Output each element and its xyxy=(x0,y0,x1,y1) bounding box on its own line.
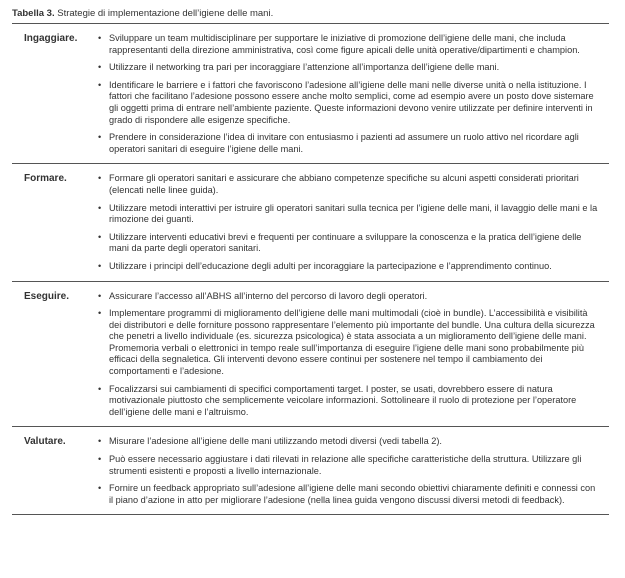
table-caption xyxy=(12,8,273,19)
list-item: • Formare gli operatori sanitari e assicurare che abbiano competenze specifiche su alcuni aspetti considerati prioritari (elencati nelle linee guida). xyxy=(98,173,601,196)
section-label: Eseguire. xyxy=(24,290,70,302)
list-item: • Misurare l’adesione all’igiene delle mani utilizzando metodi diversi (vedi tabella 2). xyxy=(98,436,601,448)
caption-label: Tabella 3. xyxy=(12,8,55,19)
list-item: • Utilizzare interventi educativi brevi e frequenti per continuare a sviluppare la conoscenza e la pratica dell’igiene delle mani da parte degli operatori sanitari. xyxy=(98,232,601,255)
section-ingaggiare xyxy=(12,24,609,163)
list-item: • Utilizzare metodi interattivi per istruire gli operatori sanitari sulla tecnica per l’igiene delle mani, il lavaggio delle mani e la rimozione dei guanti. xyxy=(98,203,601,226)
section-items xyxy=(98,291,609,421)
section-items xyxy=(98,173,609,274)
list-item: • Fornire un feedback appropriato sull’adesione all’igiene delle mani secondo obiettivi chiaramente definiti e connessi con il piano d’azione in atto per migliorare l’adesione (nella linea guida vengono discussi diversi metodi di feedback). xyxy=(98,483,601,506)
list-item: • Assicurare l’accesso all’ABHS all’interno del percorso di lavoro degli operatori. xyxy=(98,291,601,303)
list-item: • Identificare le barriere e i fattori che favoriscono l’adesione all’igiene delle mani nelle diverse unità o nella istituzione. I fattori che facilitano l’adesione possono essere anche molto semplici, come ad esempio avere un posto dove sistemare gli oggetti prima di entrare nell’ambiente paziente. Queste informazioni devono venire utilizzate per definire interventi in grado di rispondere alle esigenze specifiche. xyxy=(98,80,601,126)
section-eseguire xyxy=(12,281,609,427)
list-item: • Utilizzare i principi dell’educazione degli adulti per incoraggiare la partecipazione e l’apprendimento continuo. xyxy=(98,261,601,273)
section-valutare xyxy=(12,426,609,514)
list-item: • Prendere in considerazione l’idea di invitare con entusiasmo i pazienti ad assumere un ruolo attivo nel ricordare agli operatori sanitari di eseguire l’igiene delle mani. xyxy=(98,132,601,155)
list-item: • Sviluppare un team multidisciplinare per supportare le iniziative di promozione dell’igiene delle mani, che includa rappresentanti della direzione amministrativa, così come figure apicali delle unità operative/dipartimenti e champion. xyxy=(98,33,601,56)
list-item: • Implementare programmi di miglioramento dell’igiene delle mani multimodali (cioè in bundle). L’accessibilità e visibilità dei distributori e delle forniture possono rappresentare l’elemento più importante del bundle. Una cultura della sicurezza che penetri a livello individuale (es. sicurezza psicologica) è stata associata a un miglioramento dell’igiene delle mani. Promemoria verbali o elettronici in tempo reale sull’importanza di eseguire l’igiene delle mani sono probabilmente più efficaci della segnaletica. Gli interventi devono essere continui per sostenere nel tempo il cambiamento dei comportamenti e l’adesione. xyxy=(98,308,601,378)
section-label: Formare. xyxy=(24,173,67,185)
list-item: • Può essere necessario aggiustare i dati rilevati in relazione alle specifiche caratteristiche della struttura. Utilizzare gli strumenti esistenti e proposti a livello internazionale. xyxy=(98,454,601,477)
section-items xyxy=(98,436,609,508)
section-label: Valutare. xyxy=(24,436,66,448)
section-formare xyxy=(12,163,609,280)
section-label: Ingaggiare. xyxy=(24,33,78,44)
strategy-table xyxy=(12,23,609,515)
list-item: • Focalizzarsi sui cambiamenti di specifici comportamenti target. I poster, se usati, dovrebbero essere di natura motivazionale piuttosto che semplicemente veicolare informazioni. Sottolineare il ruolo di protezione per l’operatore dell’igiene delle mani e l’altruismo. xyxy=(98,384,601,419)
section-items xyxy=(98,33,609,157)
caption-text: Strategie di implementazione dell’igiene delle mani. xyxy=(54,8,274,19)
list-item: • Utilizzare il networking tra pari per incoraggiare l’attenzione all’importanza dell’igiene delle mani. xyxy=(98,62,601,74)
